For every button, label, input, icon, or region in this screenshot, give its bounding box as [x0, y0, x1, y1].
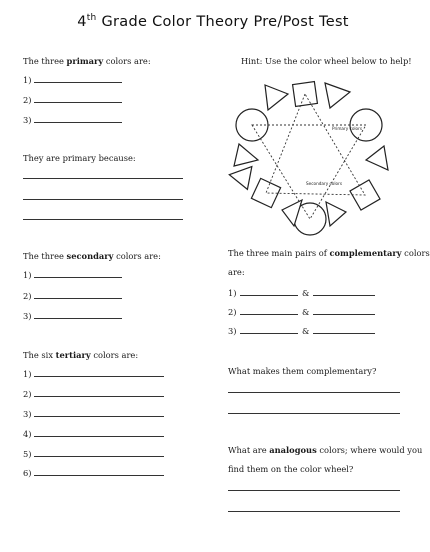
- comp-amp-3: &: [302, 326, 310, 336]
- tertiary-answer-line-5[interactable]: [34, 456, 164, 457]
- comp-answer-3a[interactable]: [240, 333, 298, 334]
- analogous-question: What are analogous colors; where would you: [228, 445, 423, 455]
- tertiary-answer-line-2[interactable]: [34, 396, 164, 397]
- tertiary-question: The six tertiary colors are:: [23, 350, 139, 360]
- complementary-why-question: What makes them complementary?: [228, 366, 377, 376]
- secondary-triangle-dashed: [266, 94, 365, 195]
- because-answer-line-3[interactable]: [23, 219, 183, 220]
- primary-colors-label: Primary colors: [332, 126, 363, 131]
- primary-num-3: 3): [23, 115, 32, 125]
- secondary-num-3: 3): [23, 311, 32, 321]
- comp-amp-1: &: [302, 288, 310, 298]
- complementary-question-line2: are:: [228, 267, 245, 277]
- secondary-answer-line-2[interactable]: [34, 298, 122, 299]
- tertiary-num-4: 4): [23, 429, 32, 439]
- tertiary-num-6: 6): [23, 468, 32, 478]
- comp-answer-1a[interactable]: [240, 295, 298, 296]
- complementary-question: The three main pairs of complementary colors: [228, 248, 430, 258]
- comp-why-line-1[interactable]: [228, 392, 400, 393]
- primary-answer-line-2[interactable]: [34, 102, 122, 103]
- secondary-answer-line-1[interactable]: [34, 277, 122, 278]
- primary-num-2: 2): [23, 95, 32, 105]
- color-wheel-diagram: [222, 72, 402, 244]
- tertiary-answer-line-1[interactable]: [34, 376, 164, 377]
- tertiary-num-2: 2): [23, 389, 32, 399]
- hint-text: Hint: Use the color wheel below to help!: [241, 56, 412, 66]
- analogous-line-2[interactable]: [228, 511, 400, 512]
- wheel-triangle-bottom-right: [326, 202, 346, 226]
- comp-amp-2: &: [302, 307, 310, 317]
- wheel-triangle-left-lower: [229, 166, 258, 193]
- tertiary-num-3: 3): [23, 409, 32, 419]
- primary-answer-line-1[interactable]: [34, 82, 122, 83]
- primary-num-1: 1): [23, 75, 32, 85]
- primary-answer-line-3[interactable]: [34, 122, 122, 123]
- analogous-line-1[interactable]: [228, 490, 400, 491]
- comp-answer-3b[interactable]: [313, 333, 375, 334]
- comp-answer-2a[interactable]: [240, 314, 298, 315]
- tertiary-num-5: 5): [23, 449, 32, 459]
- wheel-triangle-right-upper: [366, 146, 388, 170]
- primary-question: The three primary colors are:: [23, 56, 151, 66]
- tertiary-answer-line-4[interactable]: [34, 436, 164, 437]
- tertiary-num-1: 1): [23, 369, 32, 379]
- comp-num-1: 1): [228, 288, 237, 298]
- comp-num-3: 3): [228, 326, 237, 336]
- wheel-triangle-left-upper: [234, 144, 258, 166]
- secondary-answer-line-3[interactable]: [34, 318, 122, 319]
- analogous-question-line2: find them on the color wheel?: [228, 464, 354, 474]
- comp-answer-1b[interactable]: [313, 295, 375, 296]
- wheel-triangle-top-right: [325, 83, 350, 108]
- comp-answer-2b[interactable]: [313, 314, 375, 315]
- comp-why-line-2[interactable]: [228, 413, 400, 414]
- primary-because-question: They are primary because:: [23, 153, 136, 163]
- secondary-question: The three secondary colors are:: [23, 251, 161, 261]
- wheel-triangle-top-left: [265, 85, 288, 110]
- because-answer-line-2[interactable]: [23, 199, 183, 200]
- secondary-colors-label: Secondary colors: [306, 181, 343, 186]
- tertiary-answer-line-6[interactable]: [34, 475, 164, 476]
- page-title: 4th Grade Color Theory Pre/Post Test: [77, 13, 349, 30]
- secondary-num-1: 1): [23, 270, 32, 280]
- because-answer-line-1[interactable]: [23, 178, 183, 179]
- secondary-num-2: 2): [23, 291, 32, 301]
- comp-num-2: 2): [228, 307, 237, 317]
- tertiary-answer-line-3[interactable]: [34, 416, 164, 417]
